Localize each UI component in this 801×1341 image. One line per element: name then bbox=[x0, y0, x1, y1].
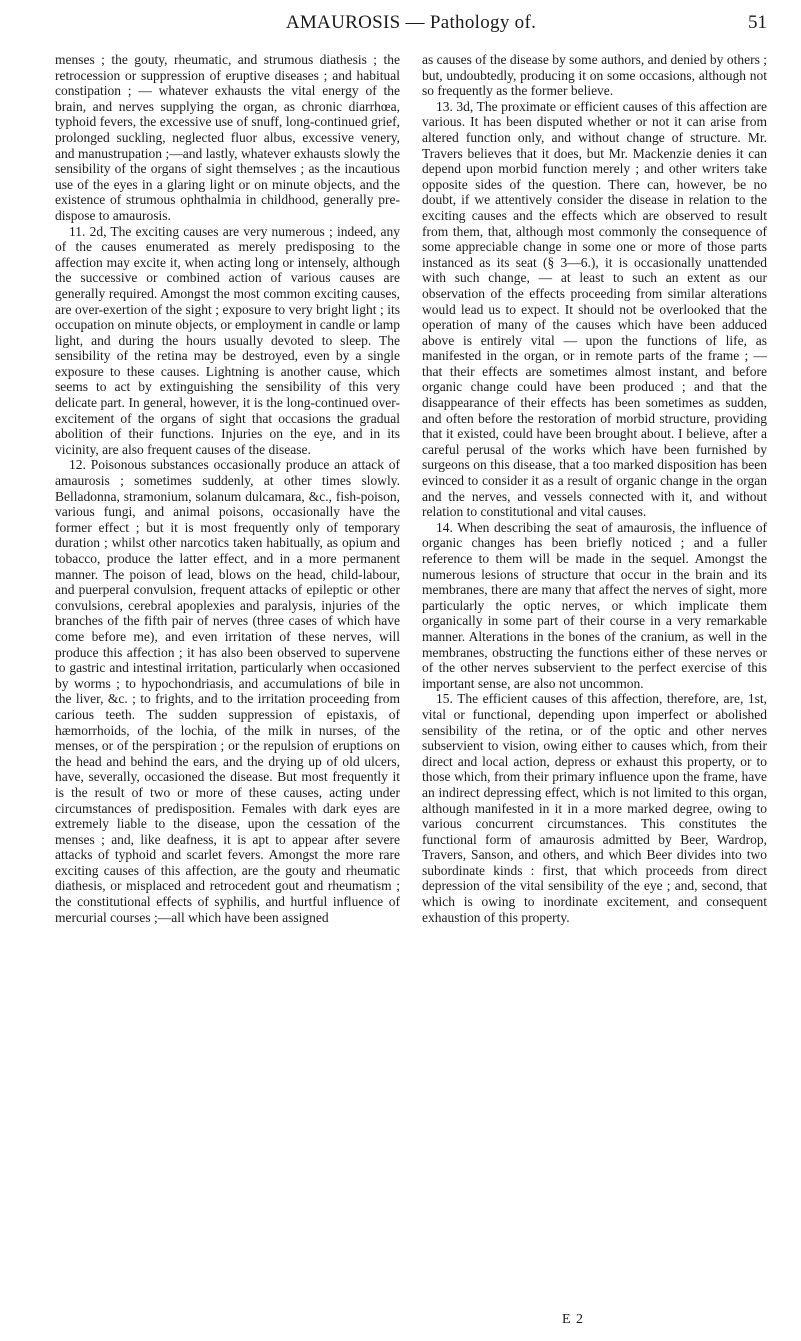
paragraph-continuation-right: as causes of the disease by some authors, and denied by others ; but, undoubtedly, producing it on some occasions, although not so frequently as the former believe. bbox=[422, 52, 767, 99]
left-column bbox=[55, 52, 400, 925]
paragraph-14: 14. When describing the seat of amaurosis, the influence of organic changes has been briefly noticed ; and a fuller reference to them will be made in the sequel. Amongst the numerous lesions of structure that occur in the brain and its membranes, there are many that affect the nerves of sight, more particularly the optic nerves, or which implicate them organically in some part of their course in a very remarkable manner. Alterations in the bones of the cranium, as well in the membranes, obstructing the functions either of these nerves or of the other nerves subservient to the perfect exercise of this important sense, are also not uncommon. bbox=[422, 519, 767, 691]
running-title: AMAUROSIS — Pathology of. bbox=[285, 12, 537, 33]
paragraph-12: 12. Poisonous substances occasionally produce an attack of amaurosis ; sometimes suddenly, at other times slowly. Belladonna, stramonium, solanum dulcamara, &c., fish-poison, various fungi, and animal poisons, occasionally have the former effect ; but it is most frequently only of temporary duration ; whilst other narcotics taken habitually, as opium and tobacco, produce the latter effect, and in a more permanent manner. The poison of lead, blows on the head, child-labour, and puerperal convulsion, frequent attacks of epileptic or other convulsions, cerebral apoplexies and paralysis, injuries of the branches of the fifth pair of nerves (three cases of which have come before me), and even irritation of these nerves, will produce this affection ; it has also been observed to supervene to gastric and intestinal irritation, particularly when occasioned by worms ; to hypochondriasis, and accumulations of bile in the liver, &c. ; to frights, and to the irritation proceeding from carious teeth. The sudden suppression of epistaxis, of hæmorrhoids, of the lochia, of the milk in nurses, of the menses, or of the perspiration ; or the repulsion of eruptions on the head and behind the ears, and the drying up of old ulcers, have, severally, occasioned the disease. But most frequently it is the result of two or more of these causes, acting under circumstances of predisposition. Females with dark eyes are extremely liable to the disease, upon the cessation of the menses ; and, like deafness, it is apt to appear after severe attacks of typhoid and scarlet fevers. Amongst the more rare exciting causes of this affection, are the gouty and rheumatic diathesis, or misplaced and retrocedent gout and rheumatism ; the constitutional effects of syphilis, and hurtful influence of mercurial courses ;—all which have been assigned bbox=[55, 457, 400, 925]
paragraph-13: 13. 3d, The proximate or efficient causes of this affection are various. It has been disputed whether or not it can arise from altered function only, and without change of structure. Mr. Travers believes that it does, but Mr. Mackenzie denies it can depend upon morbid function merely ; and other writers take opposite sides of the question. There can, however, be no doubt, if we attentively consider the disease in relation to the exciting causes and the effects which are observed to result from them, that, although most commonly the consequence of some appreciable change in some one or more of those parts instanced as its seat (§ 3—6.), it is occasionally unattended with such change, — at least to such an extent as our observation of the effects proceeding from similar alterations would lead us to expect. It should not be overlooked that the operation of many of the causes which have been adduced above is entirely vital — upon the functions of life, as manifested in the organ, or in remote parts of the frame ; — that their effects are sometimes almost instant, and before organic change could have been produced ; and that the disappearance of their effects has been sometimes as sudden, and often before the restoration of morbid structure, providing that it existed, could have been brought about. I believe, after a careful perusal of the works which have been furnished by surgeons on this disease, that a too marked disposition has been evinced to consider it as a result of organic change in the organ and the nerves, and vessels connected with it, and without relation to constitutional and vital causes. bbox=[422, 98, 767, 520]
paragraph-11: 11. 2d, The exciting causes are very numerous ; indeed, any of the causes enumerated as merely predisposing to the affection may excite it, when acting long or intensely, although the successive or combined action of various causes are generally required. Amongst the most common exciting causes, are over-exertion of the sight ; exposure to very bright light ; its occupation on minute objects, or employment in candle or lamp light, and during the hours usually devoted to sleep. The sensibility of the retina may be destroyed, even by a single exposure to these causes. Lightning is another cause, which seems to act by extinguishing the sensibility of this very delicate part. In general, however, it is the long-continued over-excitement of the organs of sight that occasions the gradual abolition of their functions. Injuries on the eye, and in its vicinity, are also frequent causes of the disease. bbox=[55, 223, 400, 457]
page-number: 51 bbox=[748, 12, 767, 33]
paragraph-15: 15. The efficient causes of this affection, therefore, are, 1st, vital or functional, depending upon imperfect or abolished sensibility of the retina, or of the optic and other nerves subservient to vision, owing either to causes which, from their direct and local action, depress or exhaust this property, or to those which, from their primary influence upon the frame, have an indirect depressing effect, which is not limited to this organ, although manifested in it in a more marked degree, owing to various concurrent circumstances. This constitutes the functional form of amaurosis admitted by Beer, Wardrop, Travers, Sanson, and others, and which Beer divides into two subordinate kinds : first, that which proceeds from direct depression of the vital sensibility of the eye ; and, second, that which is owing to inordinate excitement, and consequent exhaustion of this property. bbox=[422, 691, 767, 925]
right-column bbox=[422, 52, 767, 925]
signature-mark: E 2 bbox=[562, 1312, 585, 1327]
page-header bbox=[55, 10, 767, 42]
paragraph-continuation: menses ; the gouty, rheumatic, and strumous diathesis ; the retrocession or suppression of eruptive diseases ; and habitual constipation ; — whatever exhausts the vital energy of the brain, and nerves supplying the organ, as chronic diarrhœa, typhoid fevers, the excessive use of snuff, long-continued grief, prolonged suckling, neglected fluor albus, excessive venery, and manustrupation ;—and lastly, whatever exhausts slowly the sensibility of the organs of sight themselves ; as the incautious use of the eyes in a glaring light or on minute objects, and the existence of strumous ophthalmia in childhood, generally pre-dispose to amaurosis. bbox=[55, 52, 400, 223]
